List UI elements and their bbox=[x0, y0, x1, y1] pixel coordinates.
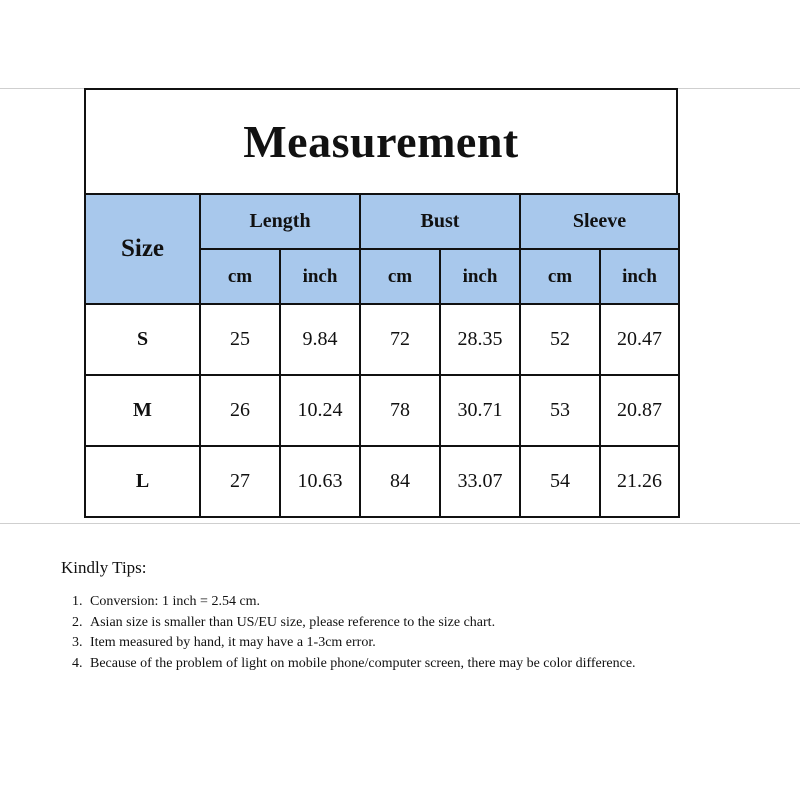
value-cell: 20.47 bbox=[600, 304, 679, 375]
value-cell: 20.87 bbox=[600, 375, 679, 446]
value-cell: 72 bbox=[360, 304, 440, 375]
value-cell: 25 bbox=[200, 304, 280, 375]
tips-list bbox=[61, 592, 741, 674]
tip-item: 4. Because of the problem of light on mobile phone/computer screen, there may be color difference. bbox=[86, 654, 741, 675]
value-cell: 30.71 bbox=[440, 375, 520, 446]
size-cell: M bbox=[85, 375, 200, 446]
tips-title: Kindly Tips: bbox=[61, 558, 147, 577]
page-title: Measurement bbox=[243, 116, 519, 167]
value-cell: 84 bbox=[360, 446, 440, 517]
value-cell: 9.84 bbox=[280, 304, 360, 375]
sleeve-header: Sleeve bbox=[520, 194, 679, 249]
value-cell: 10.24 bbox=[280, 375, 360, 446]
size-chart-table bbox=[84, 193, 680, 518]
tip-item: 3. Item measured by hand, it may have a 1-3cm error. bbox=[86, 633, 741, 654]
unit-header: cm bbox=[360, 249, 440, 304]
unit-header: cm bbox=[520, 249, 600, 304]
table-row bbox=[85, 446, 679, 517]
value-cell: 21.26 bbox=[600, 446, 679, 517]
value-cell: 54 bbox=[520, 446, 600, 517]
tip-item: 2. Asian size is smaller than US/EU size, please reference to the size chart. bbox=[86, 613, 741, 634]
value-cell: 28.35 bbox=[440, 304, 520, 375]
unit-header: inch bbox=[440, 249, 520, 304]
title-box bbox=[84, 88, 678, 193]
bust-header: Bust bbox=[360, 194, 520, 249]
size-cell: S bbox=[85, 304, 200, 375]
unit-header: cm bbox=[200, 249, 280, 304]
tip-item: 1. Conversion: 1 inch = 2.54 cm. bbox=[86, 592, 741, 613]
table-row bbox=[85, 375, 679, 446]
table-row bbox=[85, 304, 679, 375]
value-cell: 52 bbox=[520, 304, 600, 375]
tips-section bbox=[61, 558, 741, 674]
group-header-row bbox=[85, 194, 679, 249]
length-header: Length bbox=[200, 194, 360, 249]
unit-header: inch bbox=[600, 249, 679, 304]
value-cell: 33.07 bbox=[440, 446, 520, 517]
value-cell: 27 bbox=[200, 446, 280, 517]
value-cell: 26 bbox=[200, 375, 280, 446]
value-cell: 78 bbox=[360, 375, 440, 446]
value-cell: 53 bbox=[520, 375, 600, 446]
size-column-header: Size bbox=[85, 194, 200, 304]
value-cell: 10.63 bbox=[280, 446, 360, 517]
unit-header: inch bbox=[280, 249, 360, 304]
size-cell: L bbox=[85, 446, 200, 517]
bottom-divider-line bbox=[0, 523, 800, 524]
